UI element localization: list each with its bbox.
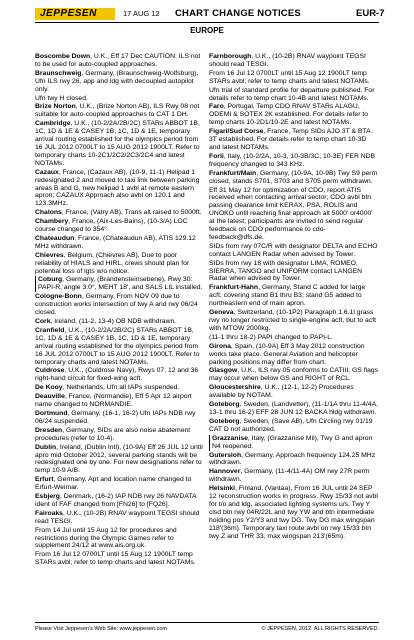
left-column: [35, 53, 205, 568]
notice-text: , Germany, Stand C added for large acft, covering stand B1 thru B3; stand G5 added to northeastern end of main apron.: [209, 284, 366, 308]
notice-location: Forli: [209, 152, 224, 160]
notice-entry: [35, 276, 205, 292]
notice-entry: [35, 169, 205, 209]
notice-location: Braunschweig: [35, 69, 82, 77]
notice-location: Dortmund: [35, 409, 68, 417]
notice-location: Culdrose: [35, 367, 65, 375]
notice-text: , France, (Chateaudun AB), ATIS 129.12 MHz withdrawn.: [35, 234, 196, 250]
notice-entry: [35, 493, 205, 509]
notice-text: , Ireland, (Dublin Intl), (10-9A) Eff 26 JUL 12 until apro mid October 2012, several parking stands will be redesignated one by one. For new designations refer to temp 10-9 A/B.: [35, 443, 203, 475]
notice-location: Cork: [35, 318, 51, 325]
notice-text: , Sweden, (Save AB), Ufn Circling rwy 01/19 CAT D not authorized.: [209, 417, 373, 433]
notice-text: , Spain, (10-9A) Eff 3 May 2012 construction works take place. General Aviation and helicopter parking positions may differ from chart.: [209, 342, 365, 366]
notice-location: Cazaux: [35, 168, 59, 176]
notice-text: SIDs from rwy 07C/R with designator DELTA and ECHO contact LANGEN Radar when advised by Tower.: [209, 242, 378, 258]
notice-location: Dresden: [35, 426, 63, 434]
notice-entry: [209, 485, 379, 540]
notice-entry: [209, 334, 379, 342]
notice-entry: [209, 103, 379, 127]
notice-entry: [209, 70, 379, 86]
notice-entry: [35, 103, 205, 119]
right-column: [209, 53, 379, 541]
page-header: [0, 0, 414, 22]
notice-location: Farnborough: [209, 53, 252, 60]
notice-entry: [35, 393, 205, 409]
notice-location: Frankfurt/Main: [209, 169, 257, 177]
notice-location: Grazzanise: [212, 434, 248, 442]
notice-location: Figari/Sud Corse: [209, 128, 264, 136]
notice-text: , Italy, (Grazzanise Mil), Twy G and apron N4 reopened.: [212, 434, 373, 450]
region-heading: EUROPE: [190, 26, 224, 35]
header-rule: [35, 22, 379, 23]
notice-location: De Kooy: [35, 384, 63, 392]
notice-text: , Denmark, (16-2) IAP NDB rwy 26 NAVDATA ident of FAF changed from [FN26] to [FQ26].: [35, 493, 197, 508]
notice-text: , Portugal, Temp CDO RNAV STARs ALAGU, ODEMI & SOTEX 2K established. For details refer to temp charts 10-2D1/10-2E and latest NOTAMs.: [209, 103, 369, 127]
notice-entry: [35, 427, 205, 443]
notice-text: , U.K., (10-2B) RNAV waypoint TEGSI should read TESGI.: [35, 509, 200, 525]
notice-entry: [35, 293, 205, 317]
notice-location: Girona: [209, 342, 231, 350]
notice-text: , Sweden, (Landvetter), (11-1/1A thru 11-4/4A, 13-1 thru 16-2) EFF 28 JUN 12 BACKA hldg withdrawn.: [209, 401, 379, 416]
notice-location: Chievres: [35, 251, 64, 259]
notice-text: , Germany, Approach frequency 124.25 MHz withdrawn.: [209, 451, 376, 467]
notice-text: , Germany, Apt and location name changed to Erfurt-Weimar.: [35, 476, 192, 492]
footer-copyright: © JEPPESEN, 2012. ALL RIGHTS RESERVED.: [261, 626, 379, 632]
notice-text: , U.K., (10-2/2A/2B/2C) STARs ABBOT 1B, 1C, 1D & 1E & CASEY 1B, 1C, 1D & 1E, temporary arrival routing established for the olympics period from 16 JUL 2012 0700LT to 15 AUG 2012 1900LT. Refer to temporary charts 10-2C1/2C2/2C3/2C4 and latest NOTAMs.: [35, 120, 200, 167]
notice-entry: [35, 218, 205, 234]
notice-location: Glasgow: [209, 367, 238, 375]
notice-location: Chambery: [35, 218, 69, 226]
notice-location: Esbjerg: [35, 493, 60, 501]
notice-location: Gloucestershire: [209, 384, 261, 392]
notice-entry: [35, 120, 205, 167]
notice-entry: [209, 343, 379, 367]
notice-text: SIDs from rwy 18 with designator LIMA, ROMEO, SIERRA, TANGO and UNIFORM contact LANGEN Radar when advised by Tower.: [209, 259, 363, 283]
notice-entry: [209, 418, 379, 434]
notice-entry: [35, 209, 205, 217]
notice-text: , U.K., (Culdrose Navy), Rwys 07, 12 and 36 right-hand circuit for fixed-wing acft.: [35, 367, 199, 383]
notice-location: Deauville: [35, 393, 65, 401]
notice-entry: [35, 70, 205, 94]
notice-entry: [35, 551, 205, 567]
issue-date: 17 AUG 12: [123, 9, 160, 18]
notice-location: Boscombe Down: [35, 53, 91, 60]
notice-entry: [209, 170, 379, 186]
notice-location: Cranfield: [35, 326, 65, 334]
notice-entry: [209, 53, 379, 69]
notice-text: , Italy, (10-2/2A, 10-3, 10-3B/3C, 10-3E) FER NDB frequency changed to 343 KHz.: [209, 152, 376, 168]
notice-text: , France, (Vatry AB), Trans alt raised to 5000ft.: [61, 209, 202, 217]
notice-text: , U.K., ILS rwy 05 conforms to CATIII, GS flags may occur when below GS and RIGHT of RCL.: [209, 367, 379, 383]
notice-text: , Germany, (Brandensteinsebene), Rwy 30: PAPI-R, angle 3.0°, MEHT 18', and SALS LIL installed.: [38, 276, 203, 292]
notice-text: , Germany, SIDs are also noise abatement procedures (refer to 10-4).: [35, 426, 191, 442]
notice-entry: [35, 384, 205, 392]
notice-text: From 14 Jul until 15 Aug 12 for procedures and restrictions during the Olympic Games refer to supplement 24/12 at www.ais.org.uk.: [35, 526, 177, 550]
notice-location: Coburg: [38, 276, 63, 284]
notice-entry: [209, 260, 379, 284]
notice-text: , France, (Normandie), Eff 5 Apr 12 airport name changed to NORMANDIE.: [35, 393, 192, 409]
notice-entry: [209, 435, 379, 451]
notice-text: , Germany, (Braunschweig-Wolfsburg), Ufn ILS rwy 26, app and ldg with decoupled autopilot only.: [35, 69, 199, 93]
page-title: CHART CHANGE NOTICES: [175, 8, 301, 19]
notice-entry: [35, 95, 205, 103]
notice-entry: [35, 53, 205, 69]
notice-entry: [209, 243, 379, 259]
notice-text: Ufn trial of standard profile for departure published. For details refer to temp chart 10-4B and latest NOTAMs.: [209, 86, 375, 102]
notice-text: , Switzerland, (10-1P2) Paragraph 1.6.1l grass rwy no longer restricted to single-engine acft, but to acft with MTOW 2000kg.: [209, 309, 376, 332]
notice-location: Brize Norton: [35, 103, 76, 111]
notice-entry: [209, 309, 379, 333]
notice-text: , Finland, (Vantaa), From 16 JUL until 24 SEP 12 reconstruction works in progress. Rwy 15/33 not avbl for t/o and ldg, associated lighting systems u/s. Twy Y clsd btn rwy 04R/22L and twy YW and btn intermediate holding pos Y2/Y3 and twy DG. Twy DG max wingspan 118'(36m). Temporary taxi route avbl on rwy 15/33 btn twy Z and THR 33, max wingspan 213'(65m).: [209, 485, 378, 540]
notice-entry: [35, 367, 205, 383]
notice-entry: [35, 235, 205, 251]
notice-text: , France, (Cazaux AB), (10-9, 11-1) Helipad 1 redesignated 2 and moved to taxi link between parking areas B and G, new helipad 1 avbl at remote eastern apron; CAZAUX Approach also avbl on 120.1 and 123.3MHz.: [35, 168, 200, 208]
notice-location: Chateaudun: [35, 234, 75, 242]
notice-location: Erfurt: [35, 476, 54, 484]
notice-text: , U.K., (10-2/2A/2B/2C) STARs ABBOT 1B, 1C, 1D & 1E & CASEY 1B, 1C, 1D & 1E, temporary arrival routing established for the olympics period from 16 JUL 2012 0700LT to 15 AUG 2012 1900LT. Refer to temporary charts and latest NOTAMs.: [35, 326, 200, 366]
notice-text: From 16 Jul 12 0700LT until 15 Aug 12 1900LT temp STARs avbl; refer to temp charts and latest NOTAMs.: [209, 69, 370, 85]
notice-location: Gutersloh: [209, 451, 242, 459]
notice-location: Hannover: [209, 468, 241, 476]
notice-entry: [209, 468, 379, 484]
notice-location: Goteborg: [209, 417, 240, 425]
notice-location: Cambridge: [35, 120, 71, 128]
notice-entry: [35, 410, 205, 426]
notice-entry: [209, 452, 379, 468]
notice-entry: [35, 476, 205, 492]
notice-entry: [209, 128, 379, 152]
footer-rule: [35, 622, 379, 623]
notice-entry: [35, 252, 205, 276]
notice-location: Cologne-Bonn: [35, 293, 82, 301]
notice-location: Chalons: [35, 209, 62, 217]
notice-entry: [209, 384, 379, 400]
notice-entry: [35, 444, 205, 476]
notice-text: , U.K., (Brize Norton AB), ILS Rwy 08 not suitable for auto-coupled approaches to CAT 1 DH.: [35, 103, 200, 119]
notice-entry: [35, 510, 205, 526]
notice-text: , Belgium, (Chievres AB), Due to poor reliability of HIALS and HIRL, crews should plan for potential loss of lgts w/o notice.: [35, 251, 190, 275]
notice-location: Fairoaks: [35, 509, 63, 517]
notice-text: , U.K., (12-1, 12-2) Procedures available by NOTAM.: [209, 384, 354, 400]
notice-text: , U.K., Eff 17 Dec CAUTION: ILS not to be used for auto-coupled approaches.: [35, 53, 201, 68]
notice-location: Faro: [209, 103, 224, 111]
notice-text: (11-1 thru 18-2) PAPI changed to PAPI-L.: [209, 333, 333, 341]
notice-entry: [209, 87, 379, 103]
notice-location: Helsinki: [209, 485, 236, 493]
notice-location: Frankfurt-Hahn: [209, 284, 259, 292]
notice-text: Eff 31 May 12 for optimization of CDO, report ATIS received when contacting arrival sector; CDO avbl btn passing clearance limit KERAX, PSA, ROLIS and UNOKO until reaching final approach alt 5000' or4000' at the latest; participants are invited to send regular feedback on CDO performance to cdo-feedback@dfs.de.: [209, 186, 373, 241]
notice-text: , Ireland, (11-2, 13-4) OB NDB withdrawn.: [50, 318, 177, 325]
page-code: EUR-7: [356, 8, 385, 19]
notice-text: , France, (Aix-Les-Bains), (10-3/A) LOC course changed to 354°.: [35, 218, 188, 234]
notice-location: Geneva: [209, 309, 234, 317]
jeppesen-logo: JEPPESEN: [35, 8, 115, 20]
notice-location: Goteborg: [209, 401, 240, 409]
notice-entry: [35, 527, 205, 551]
notice-entry: [35, 318, 205, 326]
notice-entry: [209, 153, 379, 169]
notice-text: , Germany, (11-4/11-4A) OM rwy 27R perm withdrawn.: [209, 468, 370, 484]
footer-website: Please Visit Jeppesen's Web Site: www.jeppesen.com: [35, 626, 167, 632]
notice-text: , Germany, (10-9A, 10-9B) Twy S9 perm closed, stands S701, S703 and S705 perm withdrawn.: [209, 169, 378, 185]
notice-text: , U.K., (10-2B) RNAV waypoint TEGSI should read TESGI.: [209, 53, 366, 68]
notice-entry: [209, 284, 379, 308]
notice-text: , Netherlands, Ufn all IAPs suspended.: [62, 384, 180, 392]
notice-text: From 16 Jul 12 0700LT until 15 Aug 12 1900LT temp STARs avbl; refer to temp charts and latest NOTAMs.: [35, 551, 196, 567]
notice-entry: [209, 367, 379, 383]
notice-entry: [35, 327, 205, 367]
notice-text: , France, Temp SIDs AJO 3T & BTA 3T established. For details refer to temp chart 10-3D and latest NOTAMs.: [209, 128, 371, 151]
notice-entry: [209, 401, 379, 417]
notice-text: , Germany, (16-1, 16-2) Ufn IAPs NDB rwy 06/24 suspended.: [35, 409, 196, 425]
notice-location: Dublin: [35, 443, 57, 451]
notice-text: Ufn twy H closed.: [35, 94, 88, 102]
notice-text: , Germany, From NOV 09 due to construction works intersection of twy A and rwy 06/24 closed.: [35, 293, 198, 317]
notice-entry: [209, 187, 379, 242]
